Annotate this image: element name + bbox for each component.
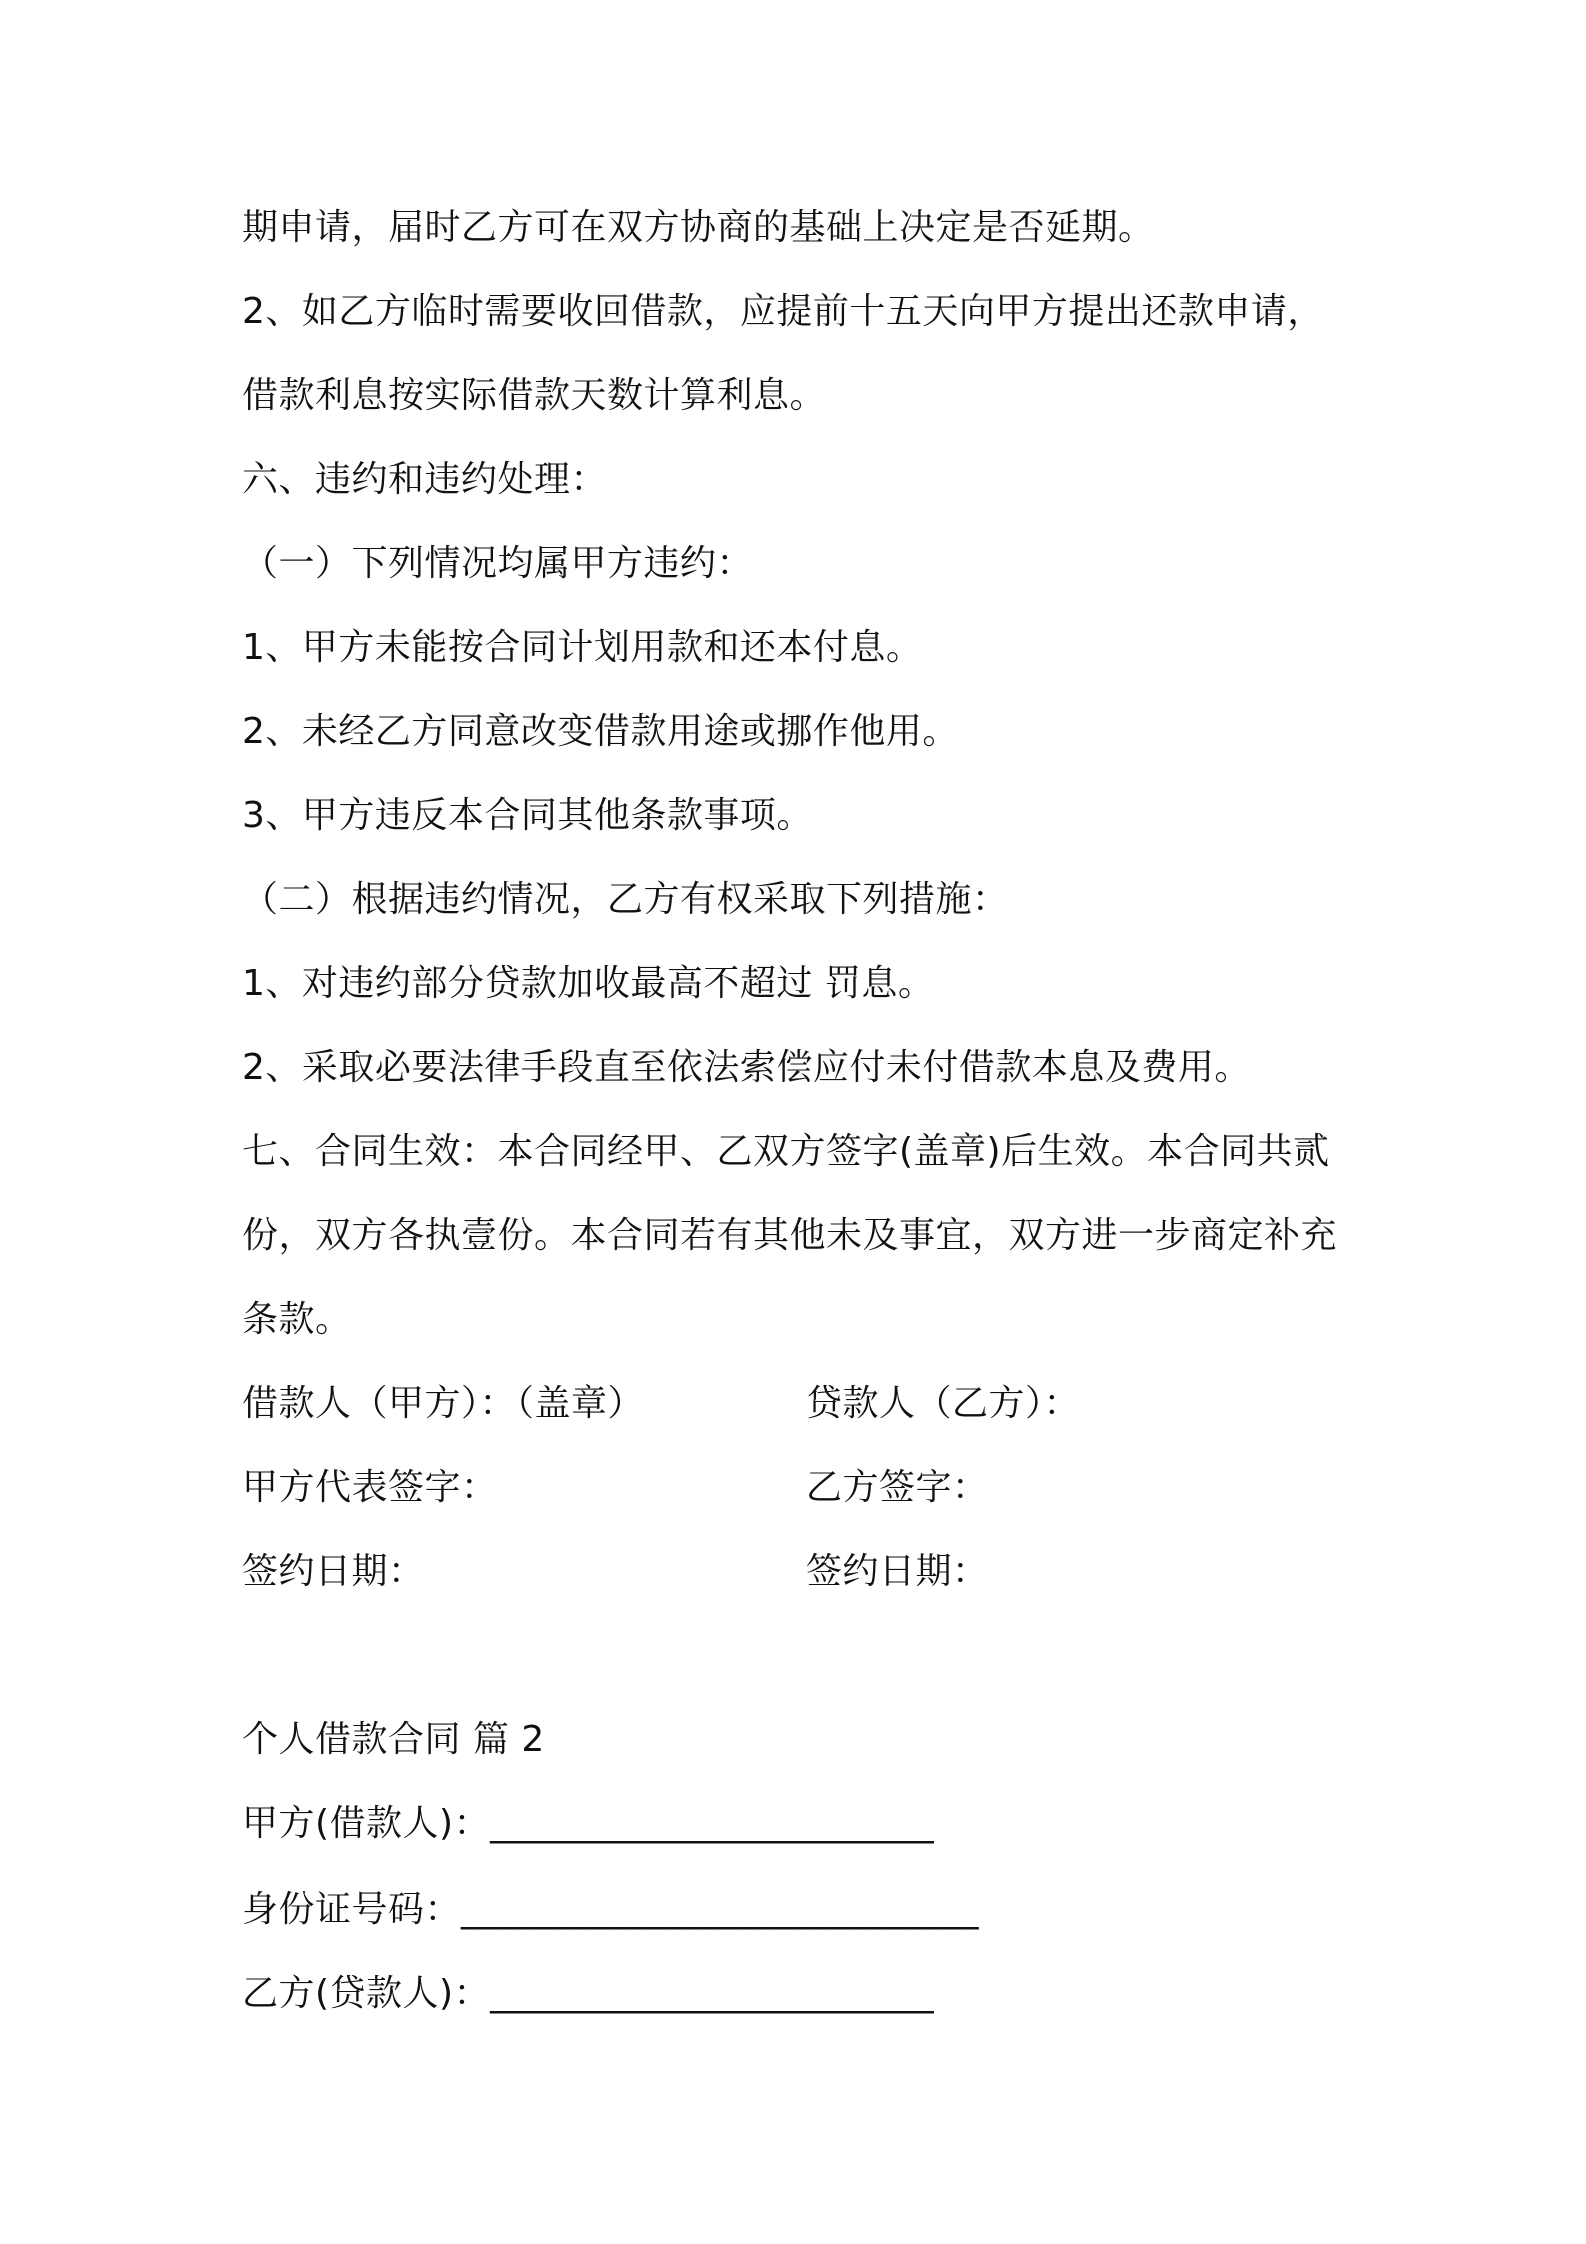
paragraph-line: 借款利息按实际借款天数计算利息。 xyxy=(242,375,827,416)
paragraph-line: 2、如乙方临时需要收回借款，应提前十五天向甲方提出还款申请， xyxy=(242,291,1324,332)
section-heading: 七、合同生效：本合同经甲、乙双方签字(盖章)后生效。本合同共贰 xyxy=(242,1131,1330,1172)
signature-borrower-date: 签约日期： xyxy=(242,1551,425,1592)
signature-borrower-label: 借款人（甲方）：（盖章） xyxy=(242,1383,645,1424)
paragraph-line: 期申请，届时乙方可在双方协商的基础上决定是否延期。 xyxy=(242,207,1155,248)
borrower-field: 甲方(借款人)：________________________ xyxy=(242,1803,935,1844)
subsection-heading: （一）下列情况均属甲方违约： xyxy=(242,543,754,584)
id-number-field: 身份证号码：____________________________ xyxy=(242,1889,980,1930)
list-item: 1、甲方未能按合同计划用款和还本付息。 xyxy=(242,627,923,668)
list-item: 3、甲方违反本合同其他条款事项。 xyxy=(242,795,813,836)
signature-lender-date: 签约日期： xyxy=(806,1551,989,1592)
signature-borrower-rep: 甲方代表签字： xyxy=(242,1467,498,1508)
paragraph-line: 份，双方各执壹份。本合同若有其他未及事宜，双方进一步商定补充 xyxy=(242,1215,1338,1256)
signature-lender-sign: 乙方签字： xyxy=(806,1467,989,1508)
lender-field: 乙方(贷款人)：________________________ xyxy=(242,1973,935,2014)
list-item: 2、未经乙方同意改变借款用途或挪作他用。 xyxy=(242,711,959,752)
section2-title: 个人借款合同 篇 2 xyxy=(242,1719,545,1760)
list-item: 2、采取必要法律手段直至依法索偿应付未付借款本息及费用。 xyxy=(242,1047,1251,1088)
list-item: 1、对违约部分贷款加收最高不超过 罚息。 xyxy=(242,963,935,1004)
subsection-heading: （二）根据违约情况，乙方有权采取下列措施： xyxy=(242,879,1009,920)
paragraph-line: 条款。 xyxy=(242,1299,352,1340)
signature-lender-label: 贷款人（乙方）： xyxy=(806,1383,1081,1424)
section-heading: 六、违约和违约处理： xyxy=(242,459,608,500)
